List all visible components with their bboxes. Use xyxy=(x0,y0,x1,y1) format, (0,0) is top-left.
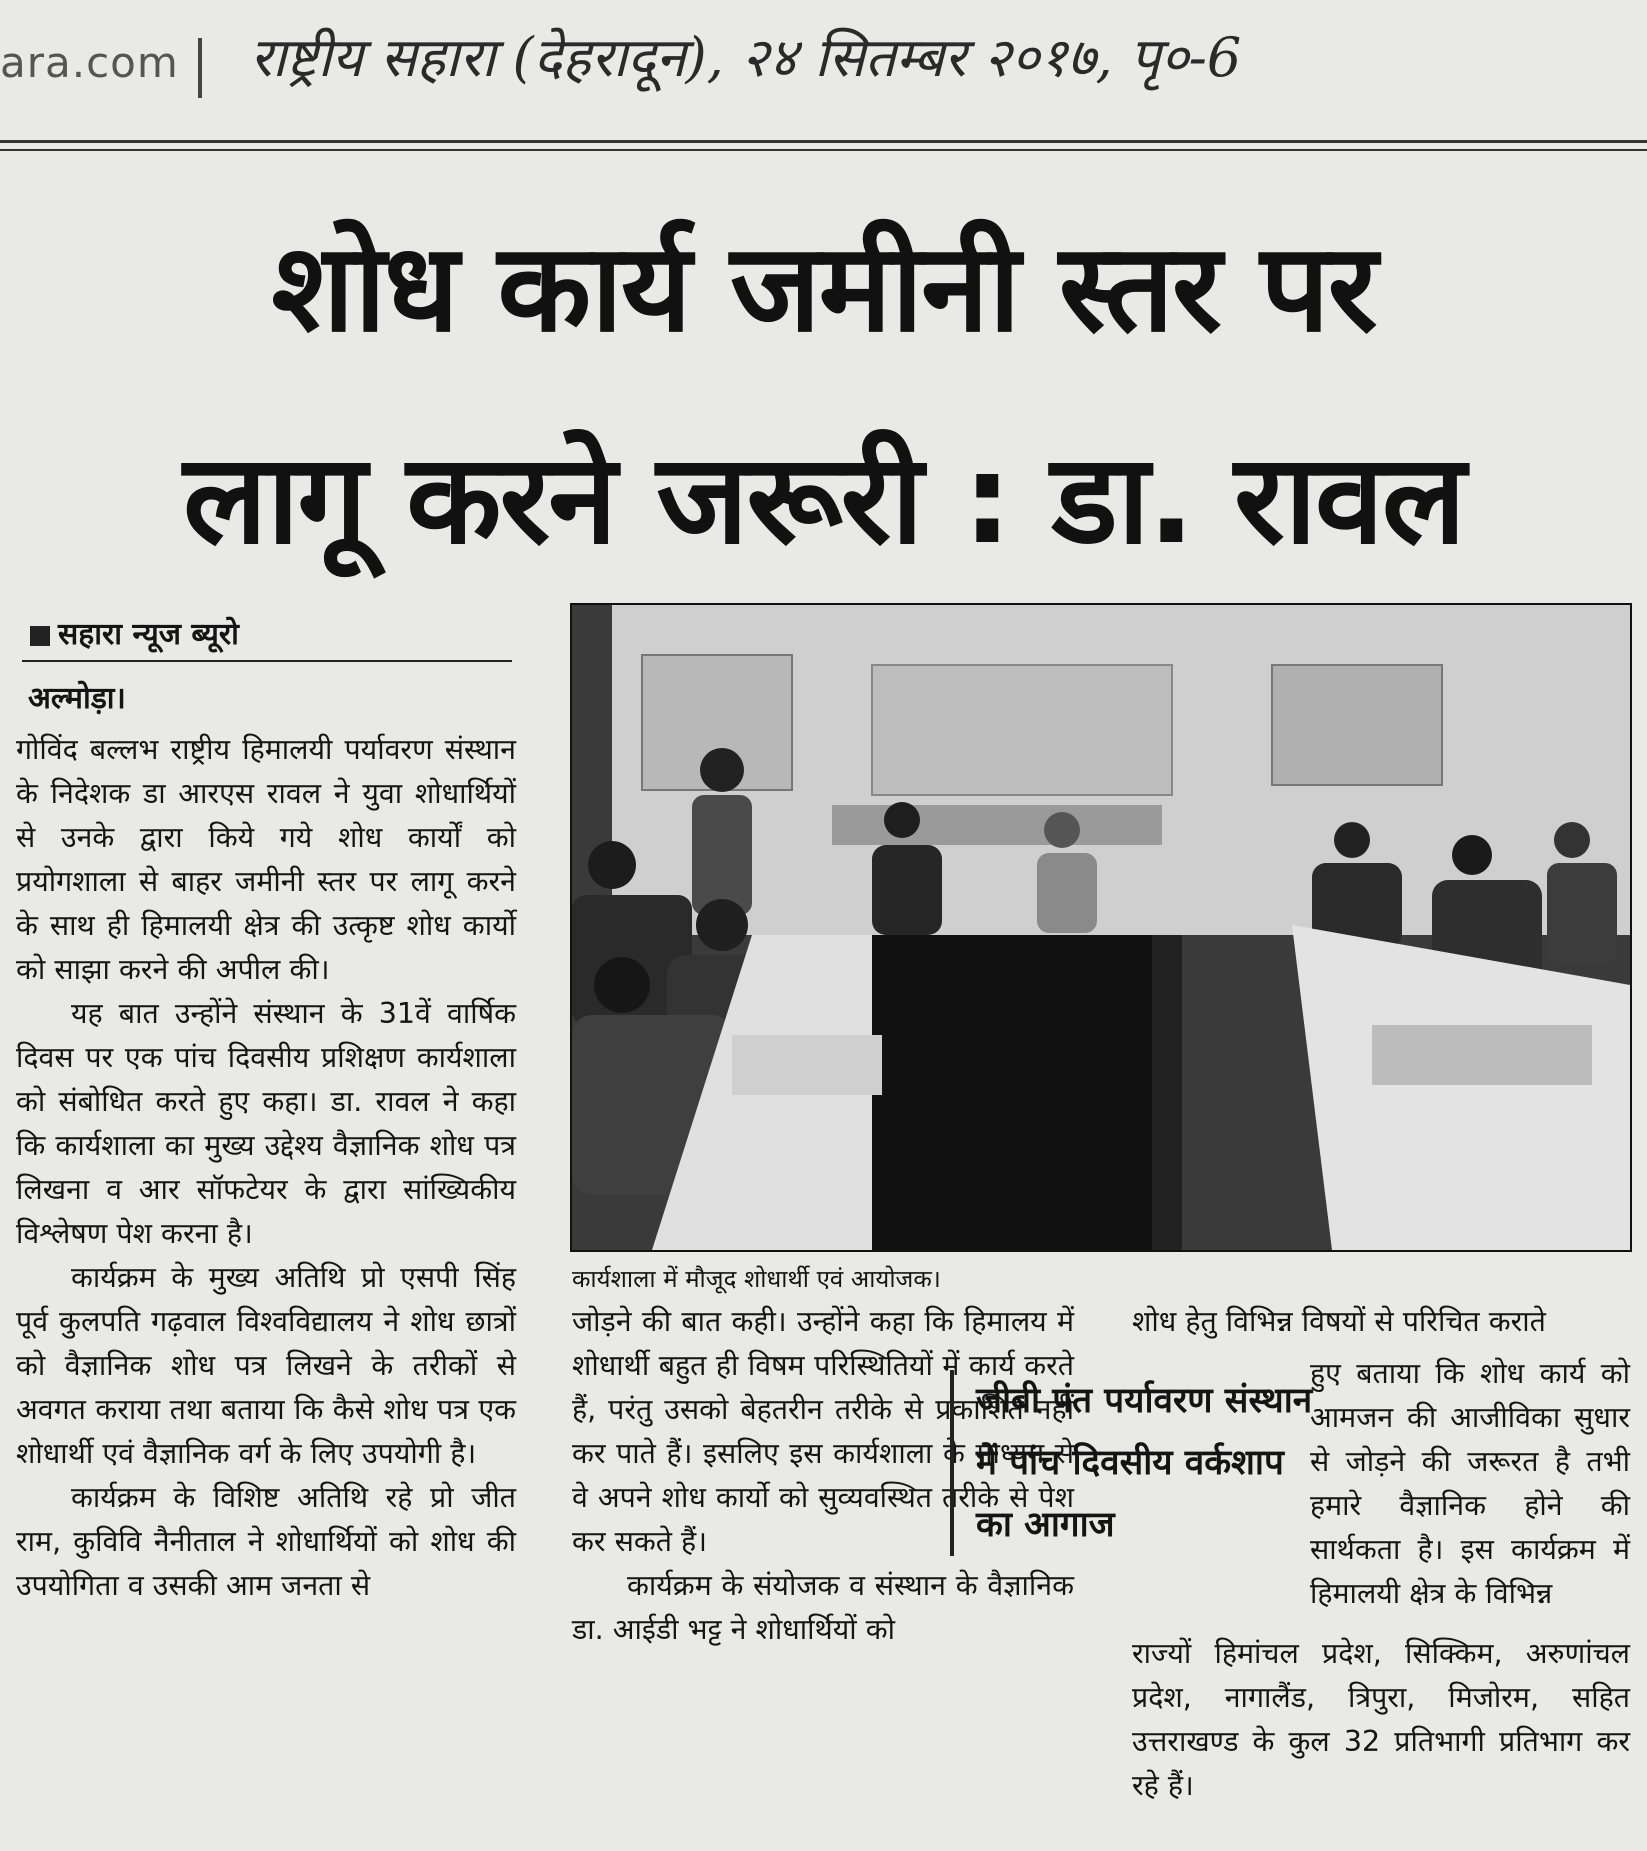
paragraph: गोविंद बल्लभ राष्ट्रीय हिमालयी पर्यावरण संस्थान के निदेशक डा आरएस रावल ने युवा शोधार्थियों से उनके द्वारा किये गये शोध कार्यों को प्रयोगशाला से बाहर जमीनी स्तर पर लागू करने के साथ ही हिमालयी क्षेत्र की उत्कृष्ट शोध कार्यो को साझा करने की अपील की। xyxy=(16,733,516,986)
paragraph: शोध हेतु विभिन्न विषयों से परिचित कराते xyxy=(1132,1305,1546,1338)
byline-text: सहारा न्यूज ब्यूरो xyxy=(58,617,239,652)
photo-caption: कार्यशाला में मौजूद शोधार्थी एवं आयोजक। xyxy=(572,1265,941,1293)
dateline: अल्मोड़ा। xyxy=(28,681,126,716)
article-column-3-bottom xyxy=(1132,1632,1630,1808)
paragraph: यह बात उन्होंने संस्थान के 31वें वार्षिक दिवस पर एक पांच दिवसीय प्रशिक्षण कार्यशाला को संबोधित करते हुए कहा। डा. रावल ने कहा कि कार्यशाला का मुख्य उद्देश्य वैज्ञानिक शोध पत्र लिखना व आर सॉफटेयर के द्वारा सांख्यिकीय विश्लेषण पेश करना है। xyxy=(16,997,516,1250)
workshop-photo xyxy=(570,603,1632,1252)
headline-line-2: लागू करने जरूरी : डा. रावल xyxy=(183,428,1464,572)
headline-line-1: शोध कार्य जमीनी स्तर पर xyxy=(271,217,1376,359)
top-rule-secondary xyxy=(0,149,1647,151)
top-rule xyxy=(0,140,1647,143)
article-column-1 xyxy=(16,728,516,1608)
paragraph: जोड़ने की बात कही। उन्होंने कहा कि हिमालय में शोधार्थी बहुत ही विषम परिस्थितियों में कार्य करते हैं, परंतु उसको बेहतरीन तरीके से प्रकाशित नहीं कर पाते हैं। इसलिए इस कार्यशाला के माध्यम से वे अपने शोध कार्यो को सुव्यवस्थित तरीके से पेश कर सकते हैं। xyxy=(572,1305,1074,1558)
paragraph: कार्यक्रम के संयोजक व संस्थान के वैज्ञानिक डा. आईडी भट्ट ने शोधार्थियों को xyxy=(572,1569,1074,1646)
website-fragment: ara.com xyxy=(0,38,179,87)
paragraph: कार्यक्रम के मुख्य अतिथि प्रो एसपी सिंह पूर्व कुलपति गढ़वाल विश्वविद्यालय ने शोध छात्रों को वैज्ञानिक शोध पत्र लिखने के तरीकों से अवगत कराया तथा बताया कि कैसे शोध पत्र एक शोधार्थी एवं वैज्ञानिक वर्ग के लिए उपयोगी है। xyxy=(16,1261,516,1470)
pull-quote: जीबी पंत पर्यावरण संस्थान में पांच दिवसीय वर्कशाप का आगाज xyxy=(950,1370,1316,1556)
paragraph: हुए बताया कि शोध कार्य को आमजन की आजीविका सुधार से जोड़ने की जरूरत है तभी हमारे वैज्ञानिक होने की सार्थकता है। इस कार्यक्रम में हिमालयी क्षेत्र के विभिन्न xyxy=(1310,1357,1630,1610)
byline-rule xyxy=(22,660,512,662)
article-column-3-top xyxy=(1132,1300,1630,1344)
workshop-photo-illustration xyxy=(572,605,1630,1250)
paragraph: राज्यों हिमांचल प्रदेश, सिक्किम, अरुणांचल प्रदेश, नागालैंड, त्रिपुरा, मिजोरम, सहित उत्तराखण्ड के कुल 32 प्रतिभागी प्रतिभाग कर रहे हैं। xyxy=(1132,1637,1630,1802)
article-column-3-side xyxy=(1310,1352,1630,1616)
paragraph: कार्यक्रम के विशिष्ट अतिथि रहे प्रो जीत राम, कुविवि नैनीताल ने शोधार्थियों को शोध की उपयोगिता व उसकी आम जनता से xyxy=(16,1481,516,1602)
byline xyxy=(30,612,239,653)
masthead-divider xyxy=(198,38,202,98)
byline-square-icon xyxy=(30,626,50,646)
handwritten-source-note: राष्ट्रीय सहारा (देहरादून), २४ सितम्बर २०१७, पृ०-6 xyxy=(250,26,1242,89)
